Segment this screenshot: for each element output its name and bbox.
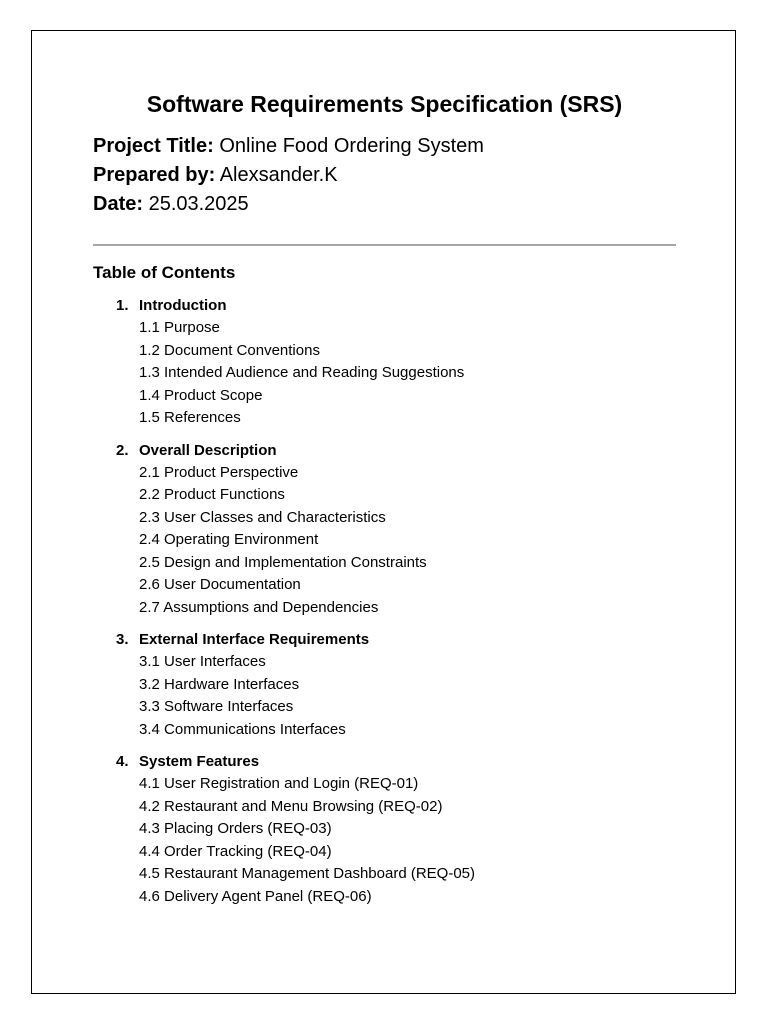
toc-item: 1.3 Intended Audience and Reading Suggestions — [139, 364, 465, 381]
toc-section-number: 1. — [116, 297, 129, 314]
document-page — [31, 30, 736, 994]
toc-item: 4.4 Order Tracking (REQ-04) — [139, 842, 332, 860]
toc-section-title: Introduction — [139, 297, 227, 314]
toc-section-heading — [116, 295, 676, 317]
toc-item: 2.3 User Classes and Characteristics — [139, 508, 386, 526]
toc-item: 2.6 User Documentation — [139, 576, 301, 593]
toc-item: 4.3 Placing Orders (REQ-03) — [139, 820, 332, 837]
toc-item: 2.5 Design and Implementation Constraints — [139, 553, 427, 571]
toc-item: 3.2 Hardware Interfaces — [139, 675, 300, 693]
toc-item: 4.2 Restaurant and Menu Browsing (REQ-02) — [139, 797, 443, 815]
toc-section-number: 4. — [116, 753, 129, 770]
toc-section — [116, 629, 676, 741]
project-title-value: Online Food Ordering System — [219, 135, 484, 157]
toc-item: 4.6 Delivery Agent Panel (REQ-06) — [139, 887, 372, 905]
toc-section-heading — [116, 751, 676, 773]
toc-item: 1.5 References — [139, 409, 241, 426]
toc-section-number: 2. — [116, 441, 129, 459]
toc-item: 2.1 Product Perspective — [139, 463, 299, 481]
toc-item: 3.4 Communications Interfaces — [139, 720, 346, 738]
document-title: Software Requirements Specification (SRS) — [146, 91, 623, 117]
date-value: 25.03.2025 — [148, 193, 249, 215]
toc-item: 1.1 Purpose — [139, 319, 220, 336]
toc-item: 3.3 Software Interfaces — [139, 698, 294, 715]
toc-item: 2.2 Product Functions — [139, 486, 285, 503]
toc-section-title: System Features — [139, 753, 260, 770]
toc-section-title: External Interface Requirements — [139, 631, 370, 648]
toc-section — [116, 440, 676, 620]
project-title-label: Project Title: — [93, 135, 214, 157]
toc-section-title: Overall Description — [139, 441, 277, 459]
horizontal-divider — [93, 244, 676, 246]
date-label: Date: — [93, 193, 144, 215]
toc-item: 1.4 Product Scope — [139, 386, 263, 404]
toc-section-number: 3. — [116, 631, 129, 648]
toc-item: 4.1 User Registration and Login (REQ-01) — [139, 775, 419, 792]
document-meta — [93, 132, 484, 219]
toc-item: 2.7 Assumptions and Dependencies — [139, 598, 379, 616]
toc-item: 4.5 Restaurant Management Dashboard (REQ-05) — [139, 865, 476, 882]
prepared-by-line — [93, 161, 484, 190]
toc-item: 3.1 User Interfaces — [139, 653, 266, 670]
toc-heading: Table of Contents — [93, 263, 236, 282]
project-title-line — [93, 132, 484, 161]
toc-section-heading — [116, 629, 676, 651]
date-line — [93, 190, 484, 219]
toc-section — [116, 295, 676, 430]
toc-item: 1.2 Document Conventions — [139, 341, 320, 359]
toc-section-heading — [116, 440, 676, 462]
toc-item: 2.4 Operating Environment — [139, 531, 319, 548]
prepared-by-label: Prepared by: — [93, 164, 216, 186]
prepared-by-value: Alexsander.K — [219, 164, 338, 186]
table-of-contents — [116, 295, 676, 918]
toc-section — [116, 751, 676, 908]
